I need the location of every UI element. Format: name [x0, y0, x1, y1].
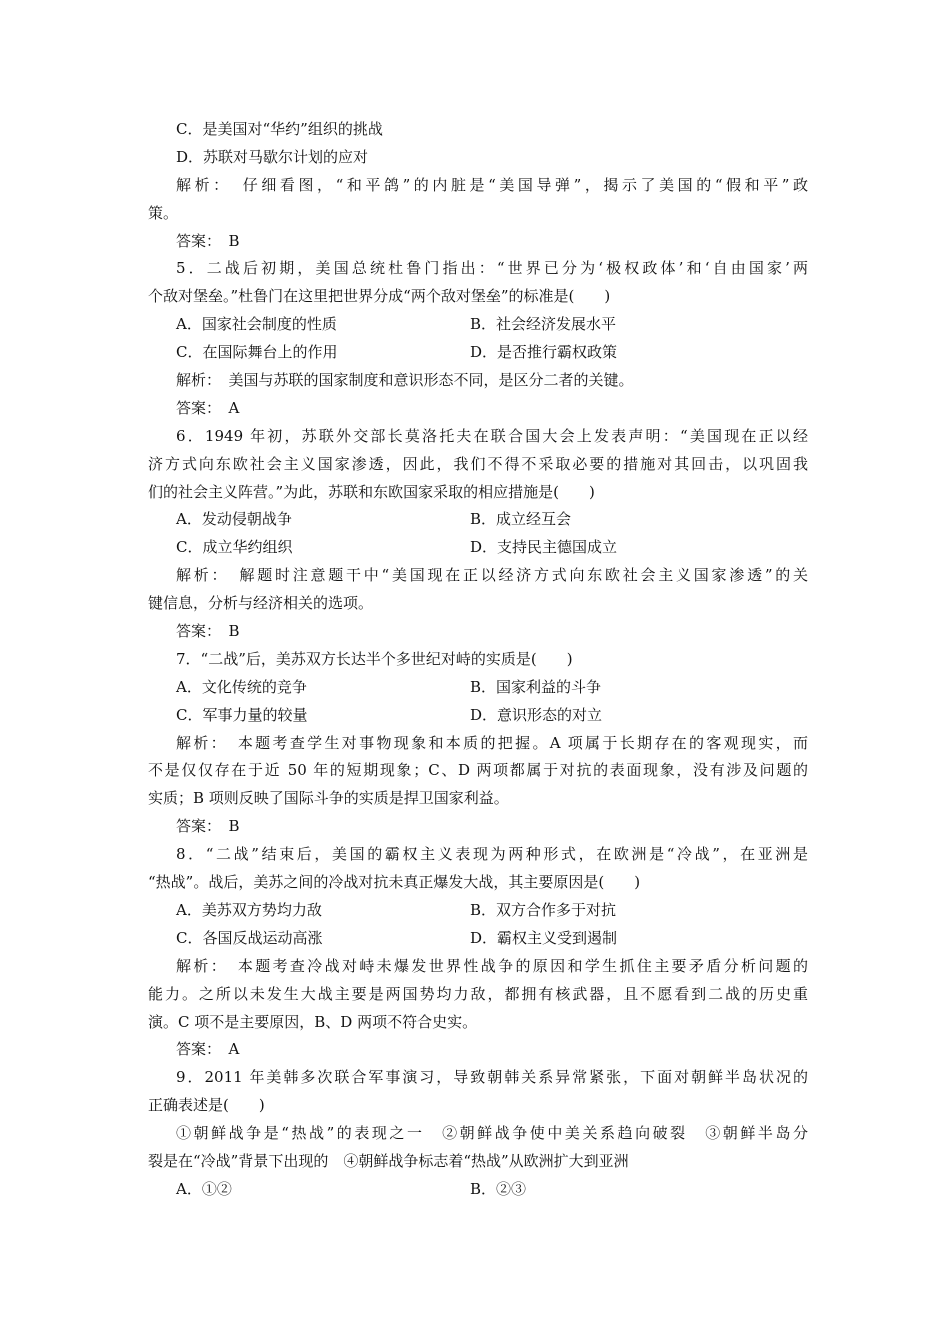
q6-options-row-1 [148, 506, 808, 534]
q7-option-c: C．军事力量的较量 [176, 705, 308, 724]
q7-analysis-line-1: 解析： 本题考查学生对事物现象和本质的把握。A 项属于长期存在的客观现实，而 [176, 733, 808, 752]
q9-items-line-1: ①朝鲜战争是“热战”的表现之一 ②朝鲜战争使中美关系趋向破裂 ③朝鲜半岛分 [176, 1124, 808, 1143]
q4-option-d: D．苏联对马歇尔计划的应对 [176, 147, 369, 166]
q8-analysis-line-3: 演。C 项不是主要原因，B、D 两项不符合史实。 [148, 1012, 478, 1031]
q9-items-line-2: 裂是在“冷战”背景下出现的 ④朝鲜战争标志着“热战”从欧洲扩大到亚洲 [148, 1151, 629, 1170]
q9-stem-line-1: 9．2011 年美韩多次联合军事演习，导致朝韩关系异常紧张，下面对朝鲜半岛状况的 [176, 1068, 808, 1087]
q5-answer: 答案： A [176, 398, 240, 417]
q8-analysis-line-1: 解析： 本题考查冷战对峙未爆发世界性战争的原因和学生抓住主要矛盾分析问题的 [176, 956, 808, 975]
q7-analysis-line-2: 不是仅仅存在于近 50 年的短期现象；C、D 两项都属于对抗的表面现象，没有涉及问题的 [148, 761, 808, 780]
q7-answer: 答案： B [176, 817, 240, 836]
q7-option-d: D．意识形态的对立 [470, 705, 603, 724]
q8-option-d: D．霸权主义受到遏制 [470, 928, 618, 947]
q4-analysis-line-1: 解析： 仔细看图，“和平鸽”的内脏是“美国导弹”，揭示了美国的“假和平”政 [176, 175, 808, 194]
q7-options-row-1 [148, 674, 808, 702]
q5-option-c: C．在国际舞台上的作用 [176, 343, 338, 362]
q8-answer: 答案： A [176, 1040, 240, 1059]
q6-analysis-line-2: 键信息，分析与经济相关的选项。 [148, 594, 374, 613]
q6-stem-line-1: 6．1949 年初，苏联外交部长莫洛托夫在联合国大会上发表声明：“美国现在正以经 [176, 426, 808, 445]
q5-options-row-1 [148, 311, 808, 339]
q6-option-b: B．成立经互会 [470, 510, 572, 529]
q9-option-b: B．②③ [470, 1179, 527, 1198]
q4-answer: 答案： B [176, 231, 240, 250]
q5-option-b: B．社会经济发展水平 [470, 315, 617, 334]
q9-stem-line-2: 正确表述是( ) [148, 1096, 265, 1115]
q7-stem-line-1: 7．“二战”后，美苏双方长达半个多世纪对峙的实质是( ) [176, 649, 573, 668]
q5-stem-line-2: 个敌对堡垒。”杜鲁门在这里把世界分成“两个敌对堡垒”的标准是( ) [148, 287, 611, 306]
q6-analysis-line-1: 解析： 解题时注意题干中“美国现在正以经济方式向东欧社会主义国家渗透”的关 [176, 566, 808, 585]
q8-option-b: B．双方合作多于对抗 [470, 900, 617, 919]
q8-stem-line-2: “热战”。战后，美苏之间的冷战对抗未真正爆发大战，其主要原因是( ) [148, 873, 641, 892]
q7-option-a: A．文化传统的竞争 [176, 677, 307, 696]
document-page [148, 116, 808, 1204]
q6-option-c: C．成立华约组织 [176, 538, 293, 557]
q8-analysis-line-2: 能力。之所以未发生大战主要是两国势均力敌，都拥有核武器，且不愿看到二战的历史重 [148, 984, 808, 1003]
q6-stem-line-2: 济方式向东欧社会主义国家渗透，因此，我们不得不采取必要的措施对其回击，以巩固我 [148, 454, 808, 473]
q6-stem-line-3: 们的社会主义阵营。”为此，苏联和东欧国家采取的相应措施是( ) [148, 482, 595, 501]
q6-options-row-2 [148, 534, 808, 562]
q9-option-a: A．①② [176, 1179, 232, 1198]
q5-option-d: D．是否推行霸权政策 [470, 343, 618, 362]
q4-analysis-line-2: 策。 [148, 203, 179, 222]
q8-option-c: C．各国反战运动高涨 [176, 928, 323, 947]
q6-option-a: A．发动侵朝战争 [176, 510, 292, 529]
q5-stem-line-1: 5．二战后初期，美国总统杜鲁门指出：“世界已分为‘极权政体’和‘自由国家’两 [176, 259, 808, 278]
q5-options-row-2 [148, 339, 808, 367]
q8-option-a: A．美苏双方势均力敌 [176, 900, 322, 919]
q8-options-row-2 [148, 925, 808, 953]
q6-answer: 答案： B [176, 622, 240, 641]
q5-analysis: 解析： 美国与苏联的国家制度和意识形态不同，是区分二者的关键。 [176, 371, 634, 390]
q7-option-b: B．国家利益的斗争 [470, 677, 602, 696]
q5-option-a: A．国家社会制度的性质 [176, 315, 337, 334]
q8-options-row-1 [148, 897, 808, 925]
q8-stem-line-1: 8．“二战”结束后，美国的霸权主义表现为两种形式，在欧洲是“冷战”，在亚洲是 [176, 845, 808, 864]
q4-option-c: C．是美国对“华约”组织的挑战 [176, 120, 383, 138]
q7-analysis-line-3: 实质；B 项则反映了国际斗争的实质是捍卫国家利益。 [148, 789, 509, 808]
q6-option-d: D．支持民主德国成立 [470, 538, 618, 557]
q9-options-row-1 [148, 1176, 808, 1204]
q7-options-row-2 [148, 702, 808, 730]
